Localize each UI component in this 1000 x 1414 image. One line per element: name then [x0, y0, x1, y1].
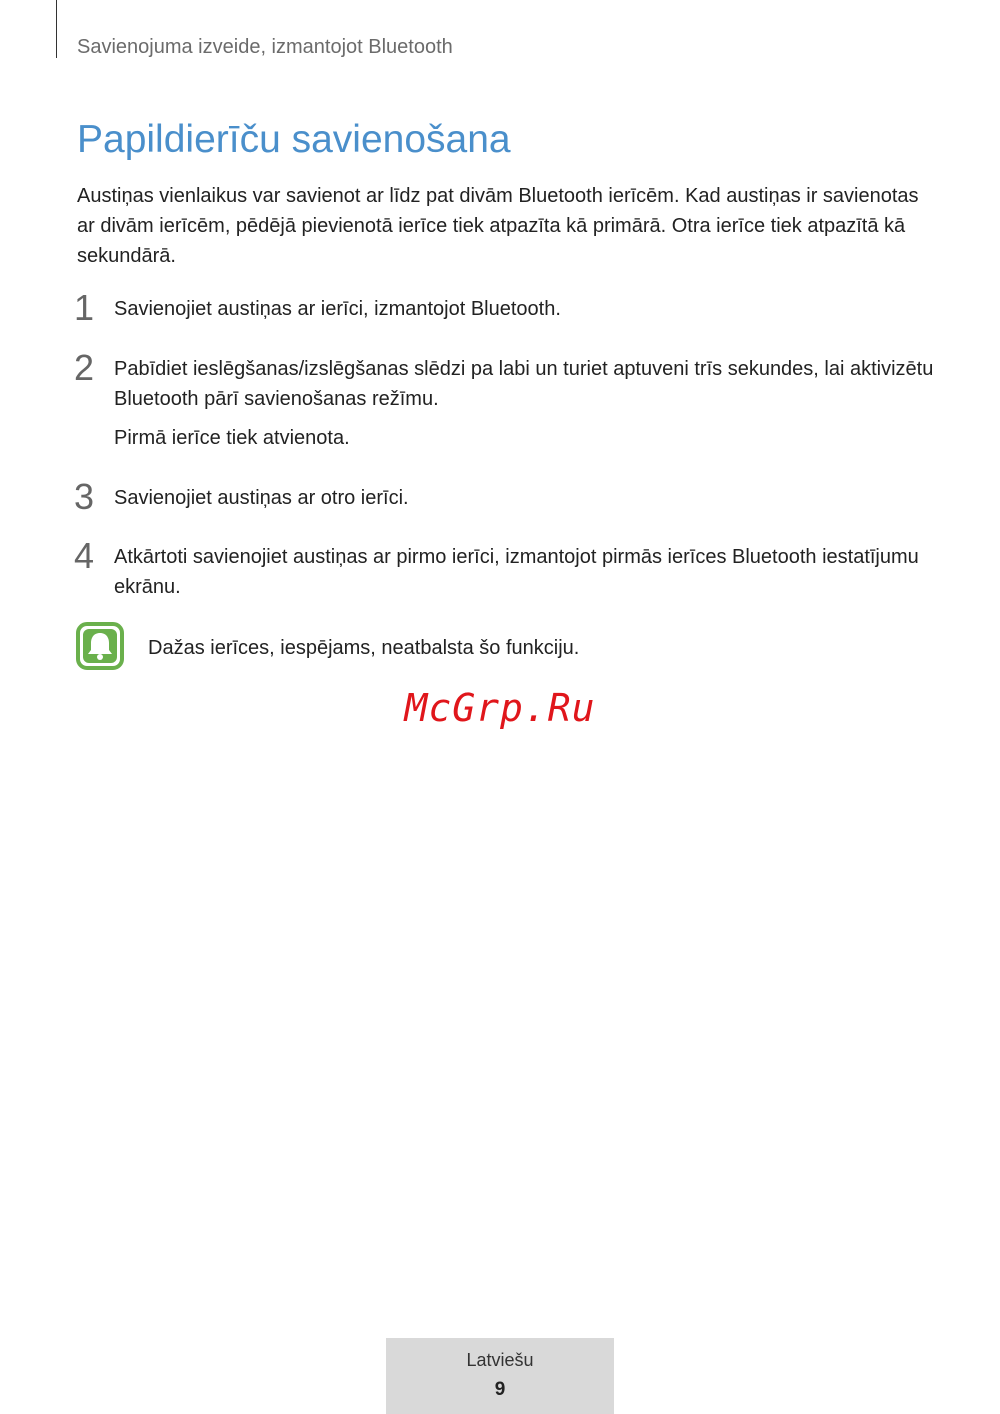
step-subtext: Pirmā ierīce tiek atvienota. [114, 427, 350, 449]
step-number: 2 [74, 347, 95, 388]
note-text: Dažas ierīces, iespējams, neatbalsta šo funkciju. [148, 637, 580, 659]
footer-language: Latviešu [466, 1350, 534, 1370]
step-number: 3 [74, 476, 95, 517]
step-text: Atkārtoti savienojiet austiņas ar pirmo ierīci, izmantojot pirmās ierīces Bluetooth iestatījumu ekrānu. [114, 546, 919, 598]
step-text: Pabīdiet ieslēgšanas/izslēgšanas slēdzi pa labi un turiet aptuveni trīs sekundes, lai aktivizētu Bluetooth pārī savienošanas režīmu. [114, 358, 934, 410]
step-text: Savienojiet austiņas ar otro ierīci. [114, 487, 409, 509]
bell-icon [76, 622, 124, 670]
intro-paragraph: Austiņas vienlaikus var savienot ar līdz pat divām Bluetooth ierīcēm. Kad austiņas ir savienotas ar divām ierīcēm, pēdējā pievienotā ierīce tiek atpazīta kā primārā. Otra ierīce tiek atpazītā kā sekundārā. [77, 185, 919, 267]
page-title: Papildierīču savienošana [77, 118, 511, 161]
watermark-logo: McGrp.Ru [404, 686, 596, 730]
step-number: 4 [74, 535, 95, 576]
step-text: Savienojiet austiņas ar ierīci, izmantojot Bluetooth. [114, 298, 561, 320]
header-rule [56, 0, 57, 58]
step-number: 1 [74, 287, 95, 328]
running-header: Savienojuma izveide, izmantojot Bluetooth [77, 36, 453, 58]
page-number: 9 [494, 1379, 506, 1400]
footer-tab [386, 1338, 614, 1414]
